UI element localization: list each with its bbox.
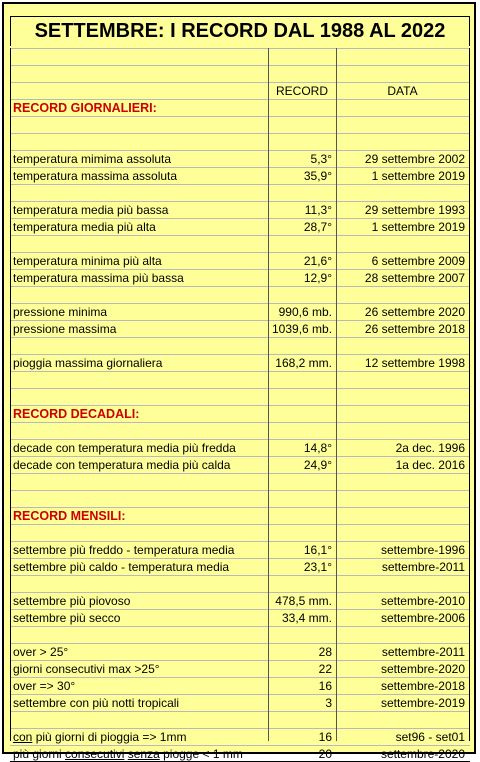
table-row: [10, 252, 470, 269]
table-row: [10, 592, 470, 609]
cell-record: 16: [318, 679, 332, 693]
cell-record: 33,4 mm.: [281, 611, 332, 625]
cell-label: temperatura massima assoluta: [13, 169, 178, 183]
cell-label: settembre più caldo - temperatura media: [13, 560, 230, 574]
cell-label: pioggia massima giornaliera: [13, 356, 163, 370]
section-giornalieri: RECORD GIORNALIERI:: [13, 101, 157, 115]
cell-label: over => 30°: [13, 679, 76, 693]
page-title: SETTEMBRE: I RECORD DAL 1988 AL 2022: [10, 16, 470, 46]
cell-label: decade con temperatura media più calda: [13, 458, 231, 472]
label-underlined: consecutivi: [65, 747, 125, 761]
table-row: [10, 745, 470, 762]
grid-line-right: [469, 48, 470, 741]
table-row: [10, 643, 470, 660]
cell-label: pressione massima: [13, 322, 117, 336]
cell-record: 35,9°: [303, 169, 332, 183]
table-row: [10, 65, 470, 82]
table-row: [10, 728, 470, 745]
cell-record: 5,3°: [310, 152, 332, 166]
header-record: RECORD: [275, 84, 328, 98]
label-part: più giorni: [13, 747, 66, 761]
table-row: [10, 677, 470, 694]
table-row: [10, 184, 470, 201]
grid-line-left: [10, 48, 11, 741]
cell-record: 1039,6 mb.: [272, 322, 333, 336]
cell-data: settembre-1996: [380, 543, 465, 557]
table-row: [10, 133, 470, 150]
cell-record: 16: [318, 730, 332, 744]
table-row: [10, 711, 470, 728]
cell-label: giorni consecutivi max >25°: [13, 662, 160, 676]
table-row: [10, 422, 470, 439]
label-underlined: senza: [127, 747, 160, 761]
cell-data: settembre-2020: [380, 747, 465, 761]
cell-record: 28,7°: [303, 220, 332, 234]
table-row: [10, 524, 470, 541]
cell-record: 22: [318, 662, 332, 676]
table-row: [10, 388, 470, 405]
cell-record: 168,2 mm.: [275, 356, 332, 370]
section-decadali: RECORD DECADALI:: [13, 407, 140, 421]
table-row: [10, 405, 470, 422]
cell-label: decade con temperatura media più fredda: [13, 441, 236, 455]
cell-label: settembre più piovoso: [13, 594, 131, 608]
cell-data: settembre-2011: [381, 560, 465, 574]
cell-record: 20: [318, 747, 332, 761]
cell-record: 11,3°: [304, 203, 332, 217]
grid-line-col2: [336, 48, 337, 741]
cell-data: 26 settembre 2018: [364, 322, 465, 336]
cell-record: 16,1°: [303, 543, 332, 557]
table-row: [10, 558, 470, 575]
cell-data: 1 settembre 2019: [371, 169, 465, 183]
records-table: [10, 48, 470, 762]
table-row: [10, 694, 470, 711]
cell-record: 3: [325, 696, 332, 710]
table-row: [10, 269, 470, 286]
cell-data: 12 settembre 1998: [364, 356, 465, 370]
header-data: DATA: [387, 84, 418, 98]
table-row: [10, 201, 470, 218]
cell-data: 26 settembre 2020: [364, 305, 465, 319]
cell-data: settembre-2006: [380, 611, 465, 625]
table-row: [10, 660, 470, 677]
cell-data: settembre-2011: [381, 645, 465, 659]
label-part: piogge < 1 mm: [159, 747, 243, 761]
cell-record: 24,9°: [303, 458, 332, 472]
label-rest: più giorni di pioggia => 1mm: [32, 730, 187, 744]
table-row: [10, 354, 470, 371]
table-row: [10, 439, 470, 456]
label-underlined: con: [13, 730, 33, 744]
table-row: [10, 626, 470, 643]
table-row: [10, 541, 470, 558]
cell-record: 990,6 mb.: [278, 305, 332, 319]
cell-label: [13, 729, 268, 745]
cell-data: set96 - set01: [395, 730, 465, 744]
table-row: [10, 575, 470, 592]
table-row: [10, 371, 470, 388]
cell-label: pressione minima: [13, 305, 108, 319]
cell-label: temperatura massima più bassa: [13, 271, 184, 285]
table-row: [10, 320, 470, 337]
table-row: [10, 490, 470, 507]
cell-data: 2a dec. 1996: [395, 441, 465, 455]
cell-record: 21,6°: [303, 254, 332, 268]
table-row: [10, 286, 470, 303]
cell-data: settembre-2018: [380, 679, 465, 693]
cell-data: 29 settembre 2002: [364, 152, 465, 166]
table-row: [10, 150, 470, 167]
cell-record: 478,5 mm.: [275, 594, 332, 608]
cell-data: 29 settembre 1993: [364, 203, 465, 217]
section-mensili: RECORD MENSILI:: [13, 509, 126, 523]
cell-label: settembre con più notti tropicali: [13, 696, 180, 710]
table-row: [10, 473, 470, 490]
cell-label: temperatura media più bassa: [13, 203, 169, 217]
table-row: [10, 235, 470, 252]
cell-label: temperatura media più alta: [13, 220, 156, 234]
table-row: [10, 218, 470, 235]
table-row: [10, 507, 470, 524]
cell-label: settembre più secco: [13, 611, 121, 625]
cell-data: 28 settembre 2007: [364, 271, 465, 285]
table-row: [10, 167, 470, 184]
cell-label: temperatura minima più alta: [13, 254, 162, 268]
grid-line-col1: [268, 48, 269, 741]
cell-data: 1a dec. 2016: [395, 458, 465, 472]
cell-data: settembre-2019: [380, 696, 465, 710]
cell-data: settembre-2020: [380, 662, 465, 676]
table-row: [10, 303, 470, 320]
table-row: [10, 609, 470, 626]
cell-record: 12,9°: [303, 271, 332, 285]
cell-label: over > 25°: [13, 645, 69, 659]
cell-label: settembre più freddo - temperatura media: [13, 543, 235, 557]
table-header-row: [10, 82, 470, 99]
table-row: [10, 456, 470, 473]
cell-data: 1 settembre 2019: [371, 220, 465, 234]
cell-record: 23,1°: [303, 560, 332, 574]
cell-label: temperatura mimima assoluta: [13, 152, 172, 166]
cell-data: 6 settembre 2009: [371, 254, 465, 268]
table-row: [10, 48, 470, 65]
cell-data: settembre-2010: [380, 594, 465, 608]
table-row: [10, 99, 470, 116]
table-row: [10, 116, 470, 133]
table-row: [10, 337, 470, 354]
cell-label: [13, 746, 268, 762]
cell-record: 28: [318, 645, 332, 659]
cell-record: 14,8°: [303, 441, 332, 455]
